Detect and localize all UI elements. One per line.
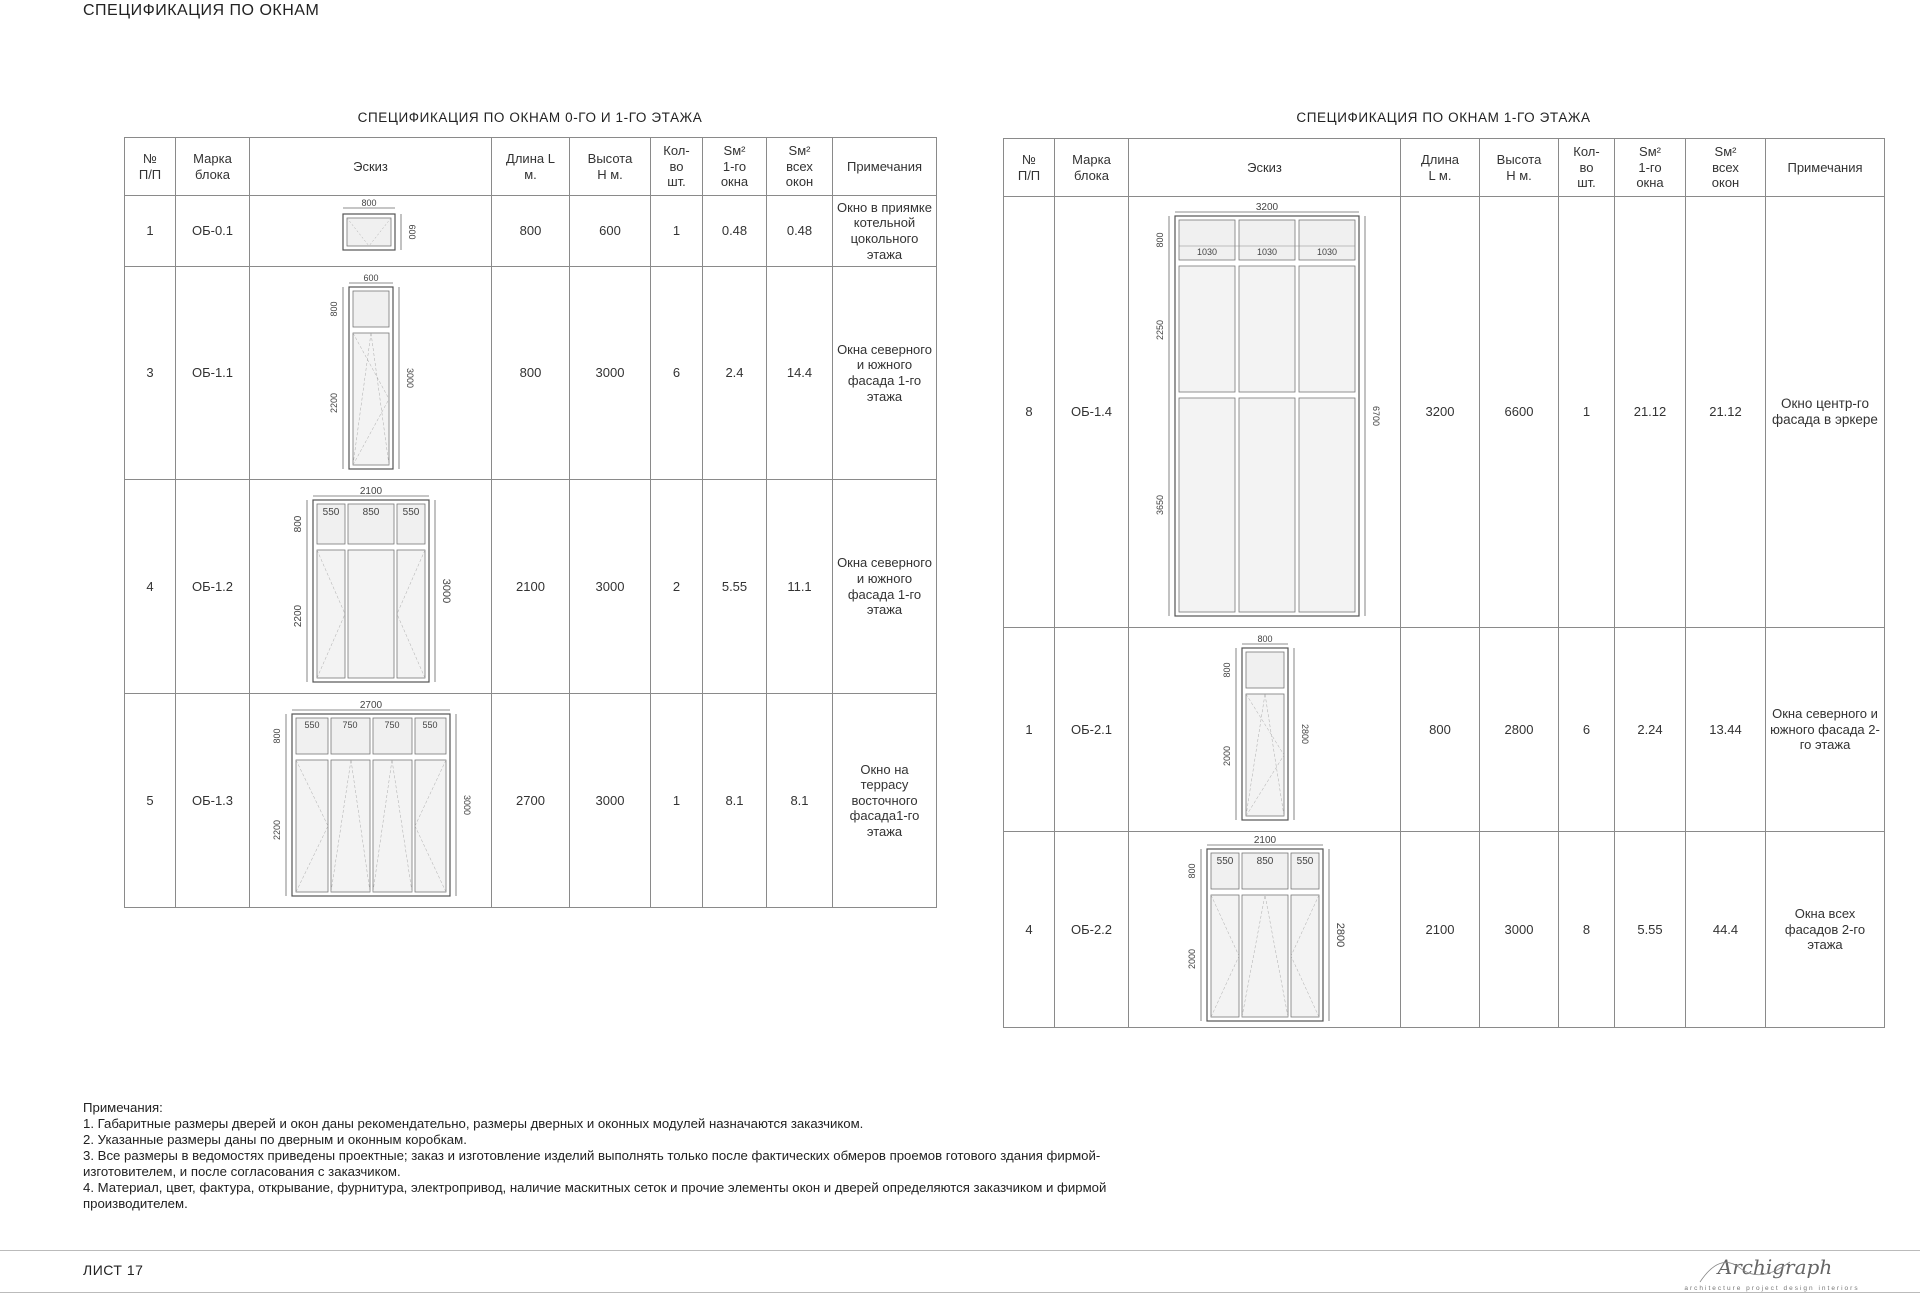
cell-height: 600 [570,196,651,267]
table-row [125,196,937,267]
svg-text:3000: 3000 [439,578,452,603]
cell-mark: ОБ-2.2 [1055,832,1129,1028]
table-left-title: СПЕЦИФИКАЦИЯ ПО ОКНАМ 0-ГО И 1-ГО ЭТАЖА [357,110,703,125]
header-sall: Sм² всех окон [1686,139,1766,197]
svg-text:800: 800 [328,301,339,317]
table-row [1004,197,1885,628]
svg-text:architecture project design in: architecture project design interiors [1684,1285,1860,1292]
header-notes: Примечания [1766,139,1885,197]
note-line: 4. Материал, цвет, фактура, открывание, фурнитура, электропривод, наличие маскитных сеток и прочие элементы окон и дверей определяются заказчиком и фирмой производителем. [83,1180,1107,1211]
svg-text:2800: 2800 [1333,922,1346,947]
svg-text:800: 800 [1221,661,1232,678]
cell-length: 2100 [1401,832,1480,1028]
svg-text:2800: 2800 [1299,723,1310,744]
cell-s1: 2.24 [1615,628,1686,832]
sketch-ob-2-2 [1129,832,1401,1028]
header-length: Длина L м. [492,138,570,196]
svg-text:2700: 2700 [359,699,382,711]
cell-qty: 8 [1559,832,1615,1028]
header-num: № П/П [1004,139,1055,197]
header-height: Высота Н м. [570,138,651,196]
spec-table-right [1003,138,1885,1028]
svg-text:Archigraph: Archigraph [1717,1255,1833,1279]
cell-length: 800 [492,196,570,267]
cell-sall: 8.1 [767,694,833,908]
svg-text:800: 800 [360,198,377,208]
cell-qty: 1 [651,694,703,908]
header-sketch: Эскиз [250,138,492,196]
cell-mark: ОБ-1.4 [1055,197,1129,628]
header-mark: Марка блока [176,138,250,196]
svg-text:2000: 2000 [1186,948,1197,969]
header-notes: Примечания [833,138,937,196]
cell-qty: 2 [651,480,703,694]
svg-text:550: 550 [322,506,339,518]
cell-length: 3200 [1401,197,1480,628]
header-num: № П/П [125,138,176,196]
archigraph-logo [1680,1248,1860,1294]
cell-num: 5 [125,694,176,908]
header-s1: Sм² 1-го окна [703,138,767,196]
header-mark: Марка блока [1055,139,1129,197]
cell-height: 6600 [1480,197,1559,628]
svg-text:1030: 1030 [1316,247,1337,257]
svg-text:3000: 3000 [404,367,415,389]
cell-height: 3000 [1480,832,1559,1028]
svg-text:2200: 2200 [271,819,282,840]
cell-s1: 2.4 [703,267,767,480]
cell-sall: 0.48 [767,196,833,267]
sketch-ob-1-3 [250,694,492,908]
cell-num: 3 [125,267,176,480]
cell-mark: ОБ-0.1 [176,196,250,267]
svg-text:850: 850 [362,506,379,518]
cell-length: 800 [492,267,570,480]
cell-qty: 6 [1559,628,1615,832]
svg-text:550: 550 [402,506,419,518]
svg-text:800: 800 [271,727,282,744]
sketch-ob-1-4 [1129,197,1401,628]
svg-text:800: 800 [1186,862,1197,879]
cell-sall: 14.4 [767,267,833,480]
spec-table-left [124,137,937,908]
footer-bottom-line [0,1292,1920,1293]
cell-mark: ОБ-1.2 [176,480,250,694]
note-line: 3. Все размеры в ведомостях приведены проектные; заказ и изготовление изделий выполнять только после фактических обмеров проемов готового здания фирмой-изготовителем, и после согласования с заказчиком. [83,1148,1101,1179]
cell-mark: ОБ-1.3 [176,694,250,908]
table-header-row [1004,139,1885,197]
cell-qty: 6 [651,267,703,480]
table-row [125,480,937,694]
sheet-number: ЛИСТ 17 [83,1262,144,1278]
svg-text:2250: 2250 [1154,319,1165,341]
cell-qty: 1 [651,196,703,267]
cell-num: 4 [1004,832,1055,1028]
svg-text:800: 800 [292,515,304,532]
svg-text:800: 800 [1154,232,1165,248]
cell-height: 3000 [570,267,651,480]
cell-height: 2800 [1480,628,1559,832]
cell-s1: 0.48 [703,196,767,267]
svg-text:550: 550 [1296,855,1313,867]
svg-text:850: 850 [1256,855,1273,867]
header-s1: Sм² 1-го окна [1615,139,1686,197]
cell-s1: 8.1 [703,694,767,908]
cell-note: Окно в приямке котельной цокольного этажа [833,196,937,267]
cell-note: Окно центр-го фасада в эркере [1766,197,1885,628]
notes-block [83,1100,1163,1212]
cell-num: 1 [1004,628,1055,832]
svg-text:3000: 3000 [461,794,472,815]
sketch-ob-0-1 [250,196,492,267]
svg-text:600: 600 [406,224,417,240]
cell-num: 1 [125,196,176,267]
table-header-row [125,138,937,196]
cell-sall: 44.4 [1686,832,1766,1028]
header-sall: Sм² всех окон [767,138,833,196]
svg-text:2000: 2000 [1221,745,1232,766]
svg-text:750: 750 [383,719,400,730]
cell-sall: 13.44 [1686,628,1766,832]
header-length: Длина L м. [1401,139,1480,197]
table-row [125,267,937,480]
page-title: СПЕЦИФИКАЦИЯ ПО ОКНАМ [83,2,320,19]
footer-top-line [0,1250,1920,1251]
table-row [125,694,937,908]
cell-s1: 5.55 [1615,832,1686,1028]
note-line: 2. Указанные размеры даны по дверным и оконным коробкам. [83,1132,467,1147]
header-qty: Кол- во шт. [1559,139,1615,197]
cell-s1: 5.55 [703,480,767,694]
note-line: 1. Габаритные размеры дверей и окон даны рекомендательно, размеры дверных и оконных модулей назначаются заказчиком. [83,1116,864,1131]
header-height: Высота Н м. [1480,139,1559,197]
svg-text:550: 550 [303,719,320,730]
cell-s1: 21.12 [1615,197,1686,628]
svg-text:550: 550 [421,719,438,730]
cell-sall: 11.1 [767,480,833,694]
table-row [1004,832,1885,1028]
svg-text:3650: 3650 [1154,494,1165,516]
cell-length: 800 [1401,628,1480,832]
cell-mark: ОБ-1.1 [176,267,250,480]
cell-mark: ОБ-2.1 [1055,628,1129,832]
header-sketch: Эскиз [1129,139,1401,197]
cell-qty: 1 [1559,197,1615,628]
header-qty: Кол- во шт. [651,138,703,196]
notes-heading: Примечания: [83,1100,163,1115]
sketch-ob-1-2 [250,480,492,694]
cell-height: 3000 [570,694,651,908]
cell-note: Окна всех фасадов 2-го этажа [1766,832,1885,1028]
cell-num: 4 [125,480,176,694]
table-row [1004,628,1885,832]
svg-text:2100: 2100 [359,485,382,497]
svg-text:2100: 2100 [1253,834,1276,846]
svg-text:2200: 2200 [328,392,339,414]
cell-num: 8 [1004,197,1055,628]
cell-note: Окна северного и южного фасада 2-го этажа [1766,628,1885,832]
cell-sall: 21.12 [1686,197,1766,628]
cell-height: 3000 [570,480,651,694]
svg-text:550: 550 [1216,855,1233,867]
svg-text:1030: 1030 [1256,247,1277,257]
cell-note: Окна северного и южного фасада 1-го этажа [833,480,937,694]
svg-text:6700: 6700 [1370,405,1381,427]
sketch-ob-1-1 [250,267,492,480]
cell-note: Окна северного и южного фасада 1-го этажа [833,267,937,480]
cell-length: 2700 [492,694,570,908]
svg-text:1030: 1030 [1196,247,1217,257]
svg-text:3200: 3200 [1255,202,1278,213]
cell-note: Окно на террасу восточного фасада1-го этажа [833,694,937,908]
svg-text:800: 800 [1256,633,1273,644]
svg-text:2200: 2200 [292,604,304,627]
cell-length: 2100 [492,480,570,694]
svg-text:750: 750 [341,719,358,730]
sketch-ob-2-1 [1129,628,1401,832]
svg-text:600: 600 [362,273,379,283]
table-right-title: СПЕЦИФИКАЦИЯ ПО ОКНАМ 1-ГО ЭТАЖА [1296,110,1591,125]
